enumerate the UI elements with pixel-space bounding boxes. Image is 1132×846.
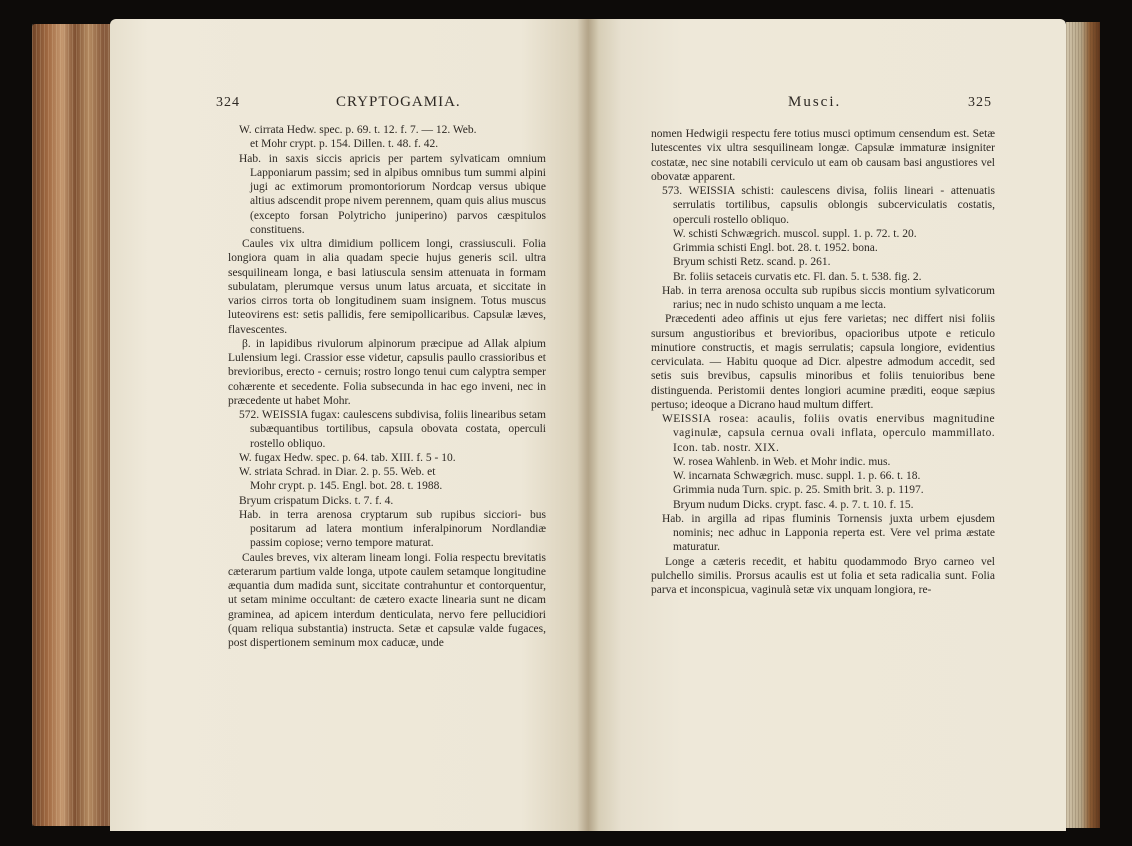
left-page-text xyxy=(228,123,546,650)
text-paragraph: et Mohr crypt. p. 154. Dillen. t. 48. f. 42. xyxy=(250,138,439,151)
text-paragraph: W. cirrata Hedw. spec. p. 69. t. 12. f. 7. — 12. Web. xyxy=(239,124,477,136)
book-edge-left xyxy=(32,24,122,826)
text-paragraph: Hab. in terra arenosa cryptarum sub rupibus sicciori- bus positarum ad latera montium inferalpinorum Nordlandiæ passim copiose; verno tempore maturat. xyxy=(239,508,546,550)
text-paragraph: nomen Hedwigii respectu fere totius musci optimum censendum est. Setæ lutescentes vix ultra sesquilineam longæ. Capsulæ immaturæ insigniter costatæ, nec sine notabili cerviculo ut eam ob causam basi angustiores vel obovatæ apparent. xyxy=(651,128,995,183)
left-page-title: CRYPTOGAMIA. xyxy=(336,94,461,110)
text-paragraph: Bryum schisti Retz. scand. p. 261. xyxy=(673,256,831,269)
text-paragraph: Bryum nudum Dicks. crypt. fasc. 4. p. 7. t. 10. f. 15. xyxy=(673,498,914,511)
text-paragraph: W. incarnata Schwægrich. musc. suppl. 1. p. 66. t. 18. xyxy=(673,470,921,482)
text-paragraph: Bryum crispatum Dicks. t. 7. f. 4. xyxy=(239,494,394,507)
open-book xyxy=(32,14,1100,832)
text-paragraph: W. rosea Wahlenb. in Web. et Mohr indic. mus. xyxy=(673,455,891,468)
right-page-title: Musci. xyxy=(788,94,842,110)
text-paragraph: Grimmia nuda Turn. spic. p. 25. Smith brit. 3. p. 1197. xyxy=(673,484,924,497)
page-gutter xyxy=(577,19,599,831)
text-paragraph: W. fugax Hedw. spec. p. 64. tab. XIII. f. 5 - 10. xyxy=(239,451,456,464)
text-paragraph: Br. foliis setaceis curvatis etc. Fl. dan. 5. t. 538. fig. 2. xyxy=(673,270,922,283)
left-page xyxy=(110,19,588,831)
text-paragraph: Mohr crypt. p. 145. Engl. bot. 28. t. 1988. xyxy=(250,480,443,493)
text-paragraph: 573. WEISSIA schisti: caulescens divisa, foliis lineari - attenuatis serrulatis tortilibus, capsulis oblongis subcerviculatis costatis, operculi rostello obliquo. xyxy=(662,185,995,226)
text-paragraph: β. in lapidibus rivulorum alpinorum præcipue ad Allak alpium Lulensium legi. Crassior esse videtur, capsulis paullo crassioribus et brevioribus, erecto - cernuis; rostro longo tenui cum calyptra semper cohærente et secedente. Folia subsecunda in hac ego inveni, nec in præcedente ut habet Mohr. xyxy=(228,337,546,407)
right-page xyxy=(588,19,1066,831)
right-page-text xyxy=(651,127,995,597)
text-paragraph: W. striata Schrad. in Diar. 2. p. 55. Web. et xyxy=(239,466,436,478)
text-paragraph: Hab. in argilla ad ripas fluminis Tornensis juxta urbem ejusdem nominis; nec adhuc in Lapponia reperta est. Vere vel prima æstate maturatur. xyxy=(662,512,995,554)
book-edge-right xyxy=(1066,22,1100,828)
text-paragraph: Grimmia schisti Engl. bot. 28. t. 1952. bona. xyxy=(673,242,878,254)
text-paragraph: Caules vix ultra dimidium pollicem longi, crassiusculi. Folia longiora quam in alia quadam specie hujus generis scil. ultra sesquilineam longa, e basi latiuscula sensim attenuata in formam subulatam, plerumque versus unum latus arcuata, et siccitate in varios cirros torta ob longitudinem suam insignem. Totus muscus luteovirens est: setis pallidis, fere semipollicaribus. Capsulæ læves, flavescentes. xyxy=(228,238,546,336)
text-paragraph: Præcedenti adeo affinis ut ejus fere varietas; nec differt nisi foliis sursum angustioribus et brevioribus, opacioribus utpote e reticulo minutiore constructis, et magis serrulatis; capsula longiore, evidentius cerviculata. — Habitu quoque ad Dicr. alpestre admodum accedit, sed setis suis brevibus, capsulis minoribus et foliis tenuioribus bene distinguenda. Peristomii dentes longiori acumine præditi, eoque sæpius pertuso; ideoque a Dicrano haud multum differt. xyxy=(651,313,995,411)
text-paragraph: Caules breves, vix alteram lineam longi. Folia respectu brevitatis cæterarum partium valde longa, utpote caulem setamque longitudine æquantia dum madida sunt, siccitate contrahuntur et contorquentur, ut setam minime occultant: de cætero exacte linearia sunt ne dicam graminea, ad apicem interdum denticulata, nervo fere pellucidiori (quam reliqua substantia) instructa. Setæ et capsulæ valde fugaces, post dispertionem seminum mox caducæ, unde xyxy=(228,551,546,649)
left-page-number: 324 xyxy=(216,95,240,110)
text-paragraph: Hab. in saxis siccis apricis per partem sylvaticam omnium Lapponiarum passim; sed in alpibus omnibus tum summi alpini jugi ac extimorum promontoriorum Nordcap versus ubique altius adscendit prope nivem perennem, quam quis alius muscus (excepto forsan Polytricho juniperino) parvos cæspitulos constituens. xyxy=(239,152,546,236)
text-paragraph: W. schisti Schwægrich. muscol. suppl. 1. p. 72. t. 20. xyxy=(673,227,917,240)
text-paragraph: Hab. in terra arenosa occulta sub rupibus siccis montium sylvaticorum rarius; nec in nudo schisto unquam a me lecta. xyxy=(662,284,995,311)
right-page-number: 325 xyxy=(968,95,992,110)
text-paragraph: WEISSIA rosea: acaulis, foliis ovatis enervibus magnitudine vaginulæ, capsula cernua ovali inflata, operculo mammillato. Icon. tab. nostr. XIX. xyxy=(662,413,995,454)
text-paragraph: Longe a cæteris recedit, et habitu quodammodo Bryo carneo vel pulchello similis. Prorsus acaulis est ut folia et seta radicalia sunt. Folia parva et inconspicua, vaginulà setæ vix unquam longiora, re- xyxy=(651,555,995,596)
text-paragraph: 572. WEISSIA fugax: caulescens subdivisa, foliis linearibus setam subæquantibus tortilibus, capsula obovata costata, operculi rostello obliquo. xyxy=(239,409,546,450)
